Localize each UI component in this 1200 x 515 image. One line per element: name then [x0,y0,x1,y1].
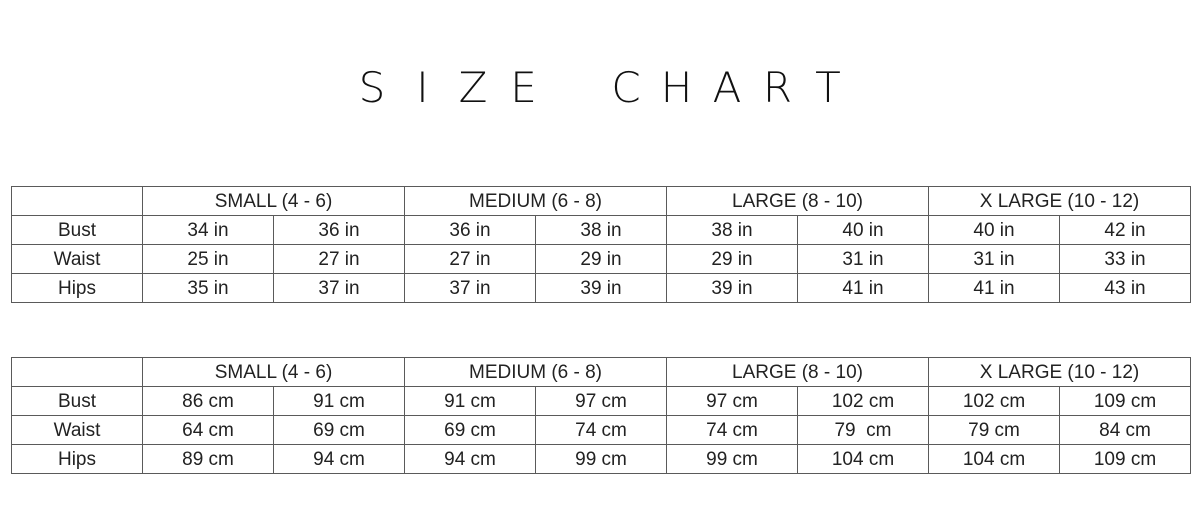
table-cell: 27 in [405,245,536,274]
row-label: Waist [12,416,143,445]
table-cell: 99 cm [536,445,667,474]
table-row-bust [12,387,1191,416]
table-cell: 89 cm [143,445,274,474]
table-cell: 74 cm [667,416,798,445]
title-letter: H [660,63,693,112]
table-cell: 74 cm [536,416,667,445]
title-letter: I [416,63,429,112]
table-cell: 102 cm [798,387,929,416]
table-cell: 40 in [929,216,1060,245]
table-cell: 69 cm [274,416,405,445]
table-cell: 84 cm [1060,416,1191,445]
table-cell: 37 in [405,274,536,303]
table-cell: 41 in [798,274,929,303]
title-letter: T [815,63,841,112]
table-cell: 34 in [143,216,274,245]
table-row-hips [12,445,1191,474]
table-cell: 40 in [798,216,929,245]
table-row-waist [12,245,1191,274]
table-cell: 97 cm [667,387,798,416]
table-cell: 86 cm [143,387,274,416]
table-header-row [12,358,1191,387]
header-corner-cell [12,358,143,387]
title-letter: Z [458,63,488,112]
title-letter: S [358,63,386,112]
table-cell: 36 in [405,216,536,245]
table-cell: 91 cm [405,387,536,416]
table-row-hips [12,274,1191,303]
header-corner-cell [12,187,143,216]
table-cell: 38 in [667,216,798,245]
header-large: LARGE (8 - 10) [667,358,929,387]
table-cell: 31 in [798,245,929,274]
header-medium: MEDIUM (6 - 8) [405,358,667,387]
header-large: LARGE (8 - 10) [667,187,929,216]
title-letter: E [510,63,537,112]
table-cell: 102 cm [929,387,1060,416]
table-cell: 39 in [667,274,798,303]
table-cell: 109 cm [1060,445,1191,474]
table-cell: 33 in [1060,245,1191,274]
table-cell: 79 cm [798,416,929,445]
table-cell: 97 cm [536,387,667,416]
row-label: Waist [12,245,143,274]
table-cell: 31 in [929,245,1060,274]
header-x-large: X LARGE (10 - 12) [929,187,1191,216]
table-cell: 64 cm [143,416,274,445]
table-cell: 38 in [536,216,667,245]
table-cell: 94 cm [274,445,405,474]
table-header-row [12,187,1191,216]
table-cell: 42 in [1060,216,1191,245]
table-cell: 35 in [143,274,274,303]
table-cell: 99 cm [667,445,798,474]
title-letter: A [712,63,742,112]
table-row-waist [12,416,1191,445]
table-cell: 94 cm [405,445,536,474]
page-title [0,62,1200,114]
table-cell: 79 cm [929,416,1060,445]
header-small: SMALL (4 - 6) [143,358,405,387]
table-cell: 39 in [536,274,667,303]
table-cell: 36 in [274,216,405,245]
size-table-inches [11,186,1191,303]
table-cell: 41 in [929,274,1060,303]
row-label: Hips [12,274,143,303]
table-cell: 91 cm [274,387,405,416]
table-cell: 29 in [536,245,667,274]
title-letter: C [611,63,641,112]
table-cell: 27 in [274,245,405,274]
table-row-bust [12,216,1191,245]
title-letter: R [762,63,793,112]
table-cell: 104 cm [929,445,1060,474]
table-cell: 37 in [274,274,405,303]
row-label: Bust [12,387,143,416]
table-cell: 29 in [667,245,798,274]
header-medium: MEDIUM (6 - 8) [405,187,667,216]
row-label: Bust [12,216,143,245]
size-table-centimeters [11,357,1191,474]
header-x-large: X LARGE (10 - 12) [929,358,1191,387]
header-small: SMALL (4 - 6) [143,187,405,216]
table-cell: 43 in [1060,274,1191,303]
table-cell: 104 cm [798,445,929,474]
table-cell: 109 cm [1060,387,1191,416]
row-label: Hips [12,445,143,474]
table-cell: 69 cm [405,416,536,445]
table-cell: 25 in [143,245,274,274]
